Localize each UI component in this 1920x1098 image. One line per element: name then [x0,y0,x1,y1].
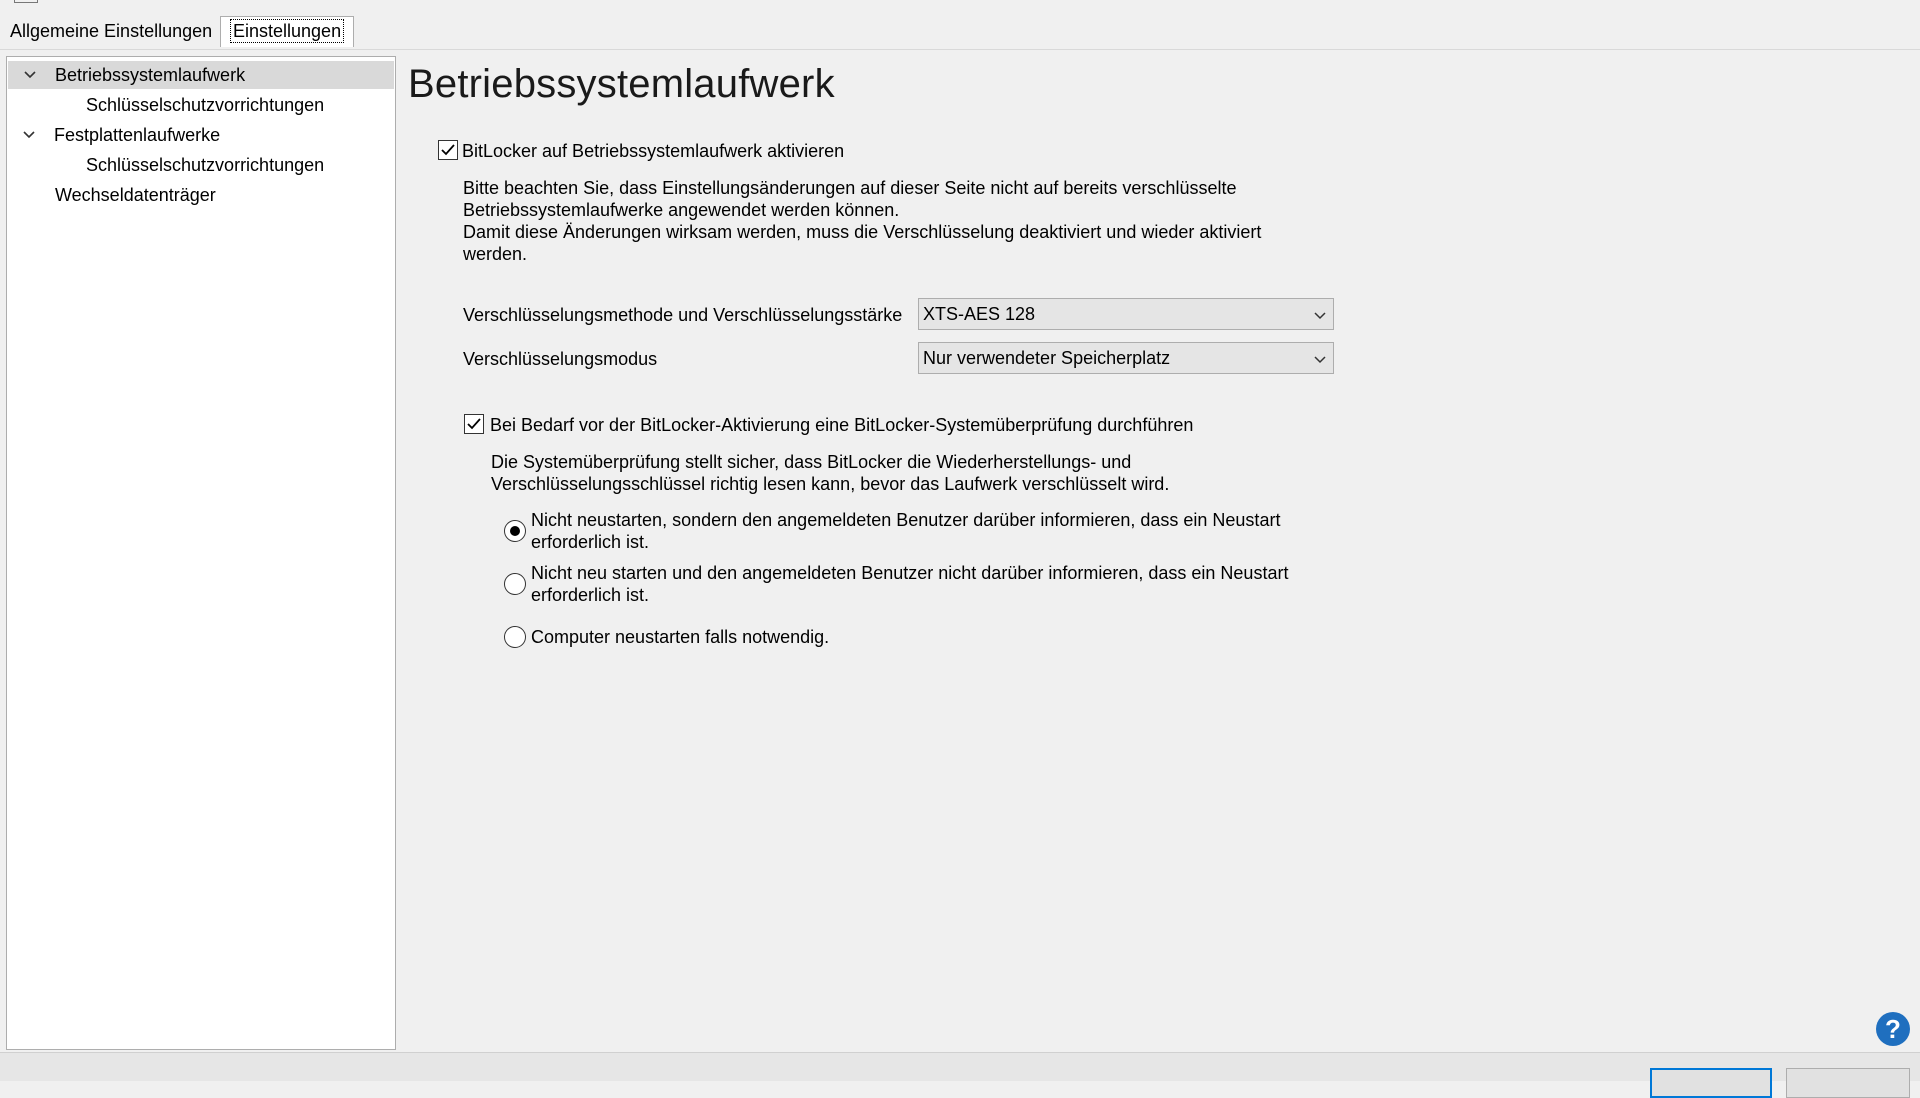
enable-bitlocker-label[interactable]: BitLocker auf Betriebssystemlaufwerk aktivieren [462,141,845,161]
change-note-line: Bitte beachten Sie, dass Einstellungsänderungen auf dieser Seite nicht auf bereits verschlüsselte [463,178,1237,198]
system-check-checkbox[interactable] [464,414,484,434]
tree-item-label: Schlüsselschutzvorrichtungen [86,95,325,115]
tree-item-label: Betriebssystemlaufwerk [55,65,246,85]
enable-bitlocker-checkbox[interactable] [438,140,458,160]
content-panel [396,56,1920,1048]
tab-settings[interactable] [220,16,354,47]
radio-no-notify[interactable] [504,573,526,595]
chevron-down-icon[interactable] [23,129,35,141]
tree-item-removable-drives[interactable] [7,181,395,209]
radio-label-line: Computer neustarten falls notwendig. [531,627,830,647]
radio-restart-if-needed[interactable] [504,626,526,648]
system-check-note-line: Verschlüsselungsschlüssel richtig lesen kann, bevor das Laufwerk verschlüsselt wird. [491,474,1170,494]
tree-item-label: Schlüsselschutzvorrichtungen [86,155,325,175]
encryption-method-select[interactable] [918,298,1334,330]
tree-item-label: Wechseldatenträger [55,185,216,205]
bottom-bar [0,1052,1920,1081]
radio-restart-if-needed-label[interactable] [531,626,829,648]
radio-label-line: erforderlich ist. [531,585,650,605]
tree-item-os-drive[interactable] [8,61,394,89]
radio-label-line: Nicht neu starten und den angemeldeten Benutzer nicht darüber informieren, dass ein Neustart [531,563,1289,583]
tab-general-settings[interactable]: Allgemeine Einstellungen [10,21,213,41]
change-note-line: Damit diese Änderungen wirksam werden, muss die Verschlüsselung deaktiviert und wieder aktiviert [463,222,1262,242]
encryption-mode-select[interactable] [918,342,1334,374]
system-check-note [491,451,1169,495]
change-note [463,177,1261,265]
radio-no-notify-label[interactable] [531,562,1288,606]
tab-bar [0,14,1920,50]
encryption-mode-value: Nur verwendeter Speicherplatz [923,348,1171,368]
encryption-mode-label: Verschlüsselungsmodus [463,349,658,369]
chevron-down-icon [1313,308,1327,322]
change-note-line: Betriebssystemlaufwerke angewendet werden können. [463,200,900,220]
help-icon[interactable]: ? [1876,1012,1910,1046]
checkmark-icon [466,416,482,432]
tab-divider [0,49,1920,50]
title-bar [0,0,1920,14]
tab-settings-label: Einstellungen [233,21,342,41]
tree-item-label: Festplattenlaufwerke [54,125,221,145]
chevron-down-icon [1313,352,1327,366]
radio-label-line: Nicht neustarten, sondern den angemeldeten Benutzer darüber informieren, dass ein Neustart [531,510,1281,530]
settings-tree [6,56,396,1050]
change-note-line: werden. [463,244,528,264]
tree-item-fixed-drives[interactable] [7,121,395,149]
page-title: Betriebssystemlaufwerk [408,62,835,106]
system-check-label[interactable]: Bei Bedarf vor der BitLocker-Aktivierung eine BitLocker-Systemüberprüfung durchführen [490,415,1194,435]
cancel-button[interactable] [1786,1068,1910,1098]
chevron-down-icon[interactable] [24,69,36,81]
tree-item-fixed-key-protectors[interactable] [7,151,395,179]
radio-notify-restart-label[interactable] [531,509,1280,553]
radio-label-line: erforderlich ist. [531,532,650,552]
system-check-note-line: Die Systemüberprüfung stellt sicher, dass BitLocker die Wiederherstellungs- und [491,452,1132,472]
encryption-method-value: XTS-AES 128 [923,304,1036,324]
encryption-method-label: Verschlüsselungsmethode und Verschlüsselungsstärke [463,305,903,325]
tree-item-os-key-protectors[interactable] [7,91,395,119]
radio-notify-restart[interactable] [504,520,526,542]
checkmark-icon [440,142,456,158]
window-icon [14,0,38,3]
ok-button[interactable] [1650,1068,1772,1098]
radio-selected-dot [510,526,520,536]
